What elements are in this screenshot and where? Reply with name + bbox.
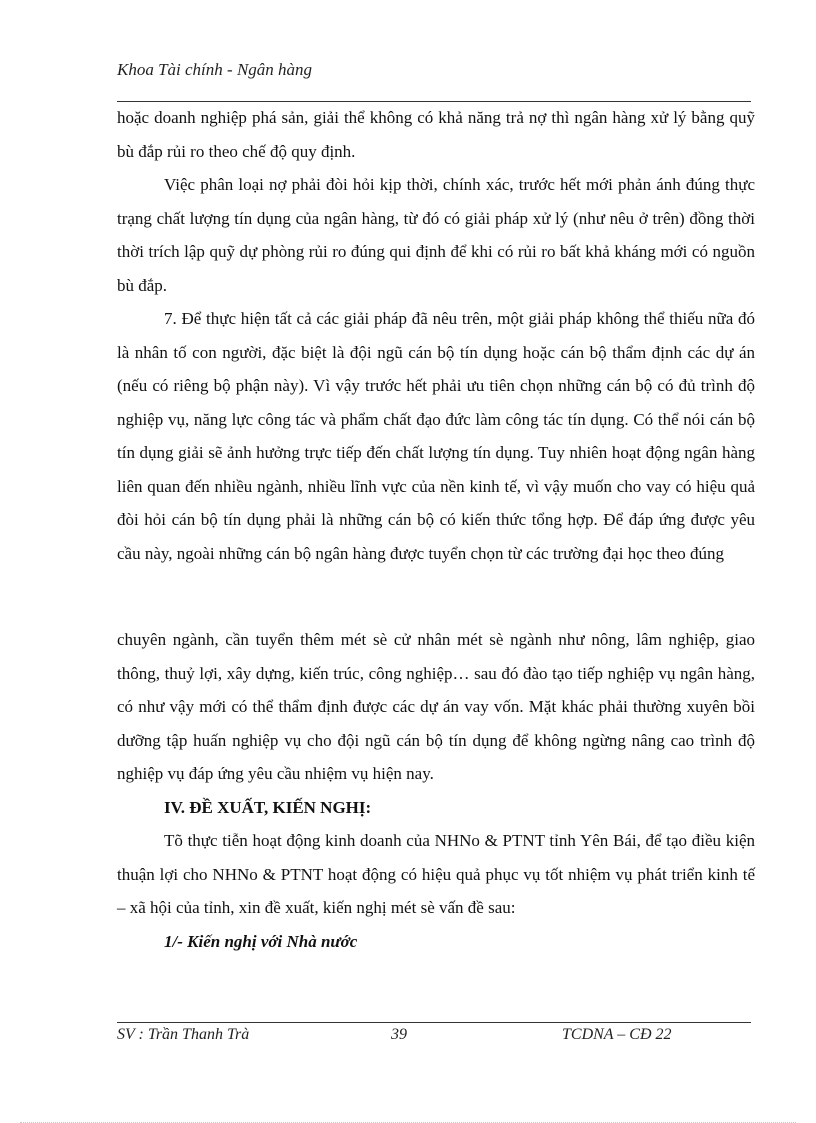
footer-divider [117,1022,751,1023]
section-heading: IV. ĐỀ XUẤT, KIẾN NGHỊ: [164,797,372,817]
paragraph-human-factor: 7. Để thực hiện tất cả các giải pháp đã nêu trên, một giải pháp không thể thiếu nữa đó là nhân tố con người, đặc biệt là đội ngũ cán bộ tín dụng hoặc cán bộ thẩm định các dự án (nếu có riêng bộ phận này). Vì vậy trước hết phải ưu tiên chọn những cán bộ có đủ trình độ nghiệp vụ, năng lực công tác và phẩm chất đạo đức làm công tác tín dụng. Có thể nói cán bộ tín dụng giải sẽ ảnh hưởng trực tiếp đến chất lượng tín dụng. Tuy nhiên hoạt động ngân hàng liên quan đến nhiều ngành, nhiều lĩnh vực của nền kinh tế, vì vậy muốn cho vay có hiệu quả đòi hỏi cán bộ tín dụng phải là những cán bộ có kiến thức tổng hợp. Để đáp ứng được yêu cầu này, ngoài những cán bộ ngân hàng được tuyển chọn từ các trường đại học theo đúng [117,309,755,563]
text-block-lower [117,623,755,958]
footer-student-name: SV : Trần Thanh Trà [117,1026,250,1043]
footer-class-code: TCDNA – CĐ 22 [562,1026,672,1043]
paragraph-continuation: chuyên ngành, cần tuyển thêm mét sè cử nhân mét sè ngành như nông, lâm nghiệp, giao thông, thuỷ lợi, xây dựng, kiến trúc, công nghiệp… sau đó đào tạo tiếp nghiệp vụ ngân hàng, có như vậy mới có thể thẩm định được các dự án vay vốn. Mặt khác phải thường xuyên bồi dưỡng tập huấn nghiệp vụ cho đội ngũ cán bộ tín dụng để không ngừng nâng cao trình độ nghiệp vụ đáp ứng yêu cầu nhiệm vụ hiện nay. [117,630,755,783]
footer-page-number: 39 [391,1026,407,1043]
subsection-heading: 1/- Kiến nghị với Nhà nước [164,931,358,951]
paragraph-continued: hoặc doanh nghiệp phá sản, giải thể không có khả năng trả nợ thì ngân hàng xử lý bằng quỹ bù đắp rủi ro theo chế độ quy định. [117,108,755,161]
paragraph-proposal: Tõ thực tiễn hoạt động kinh doanh của NHNo & PTNT tỉnh Yên Bái, để tạo điều kiện thuận lợi cho NHNo & PTNT hoạt động có hiệu quả phục vụ tốt nhiệm vụ phát triển kinh tế – xã hội của tỉnh, xin đề xuất, kiến nghị mét sè vấn đề sau: [117,831,755,917]
paragraph-debt-classification: Việc phân loại nợ phải đòi hỏi kịp thời, chính xác, trước hết mới phản ánh đúng thực trạng chất lượng tín dụng của ngân hàng, từ đó có giải pháp xử lý (như nêu ở trên) đồng thời thời trích lập quỹ dự phòng rủi ro đúng qui định để khi có rủi ro bất khả kháng mới có nguồn bù đắp. [117,175,755,295]
page-header-title: Khoa Tài chính - Ngân hàng [117,60,313,79]
text-block-upper [117,101,755,570]
